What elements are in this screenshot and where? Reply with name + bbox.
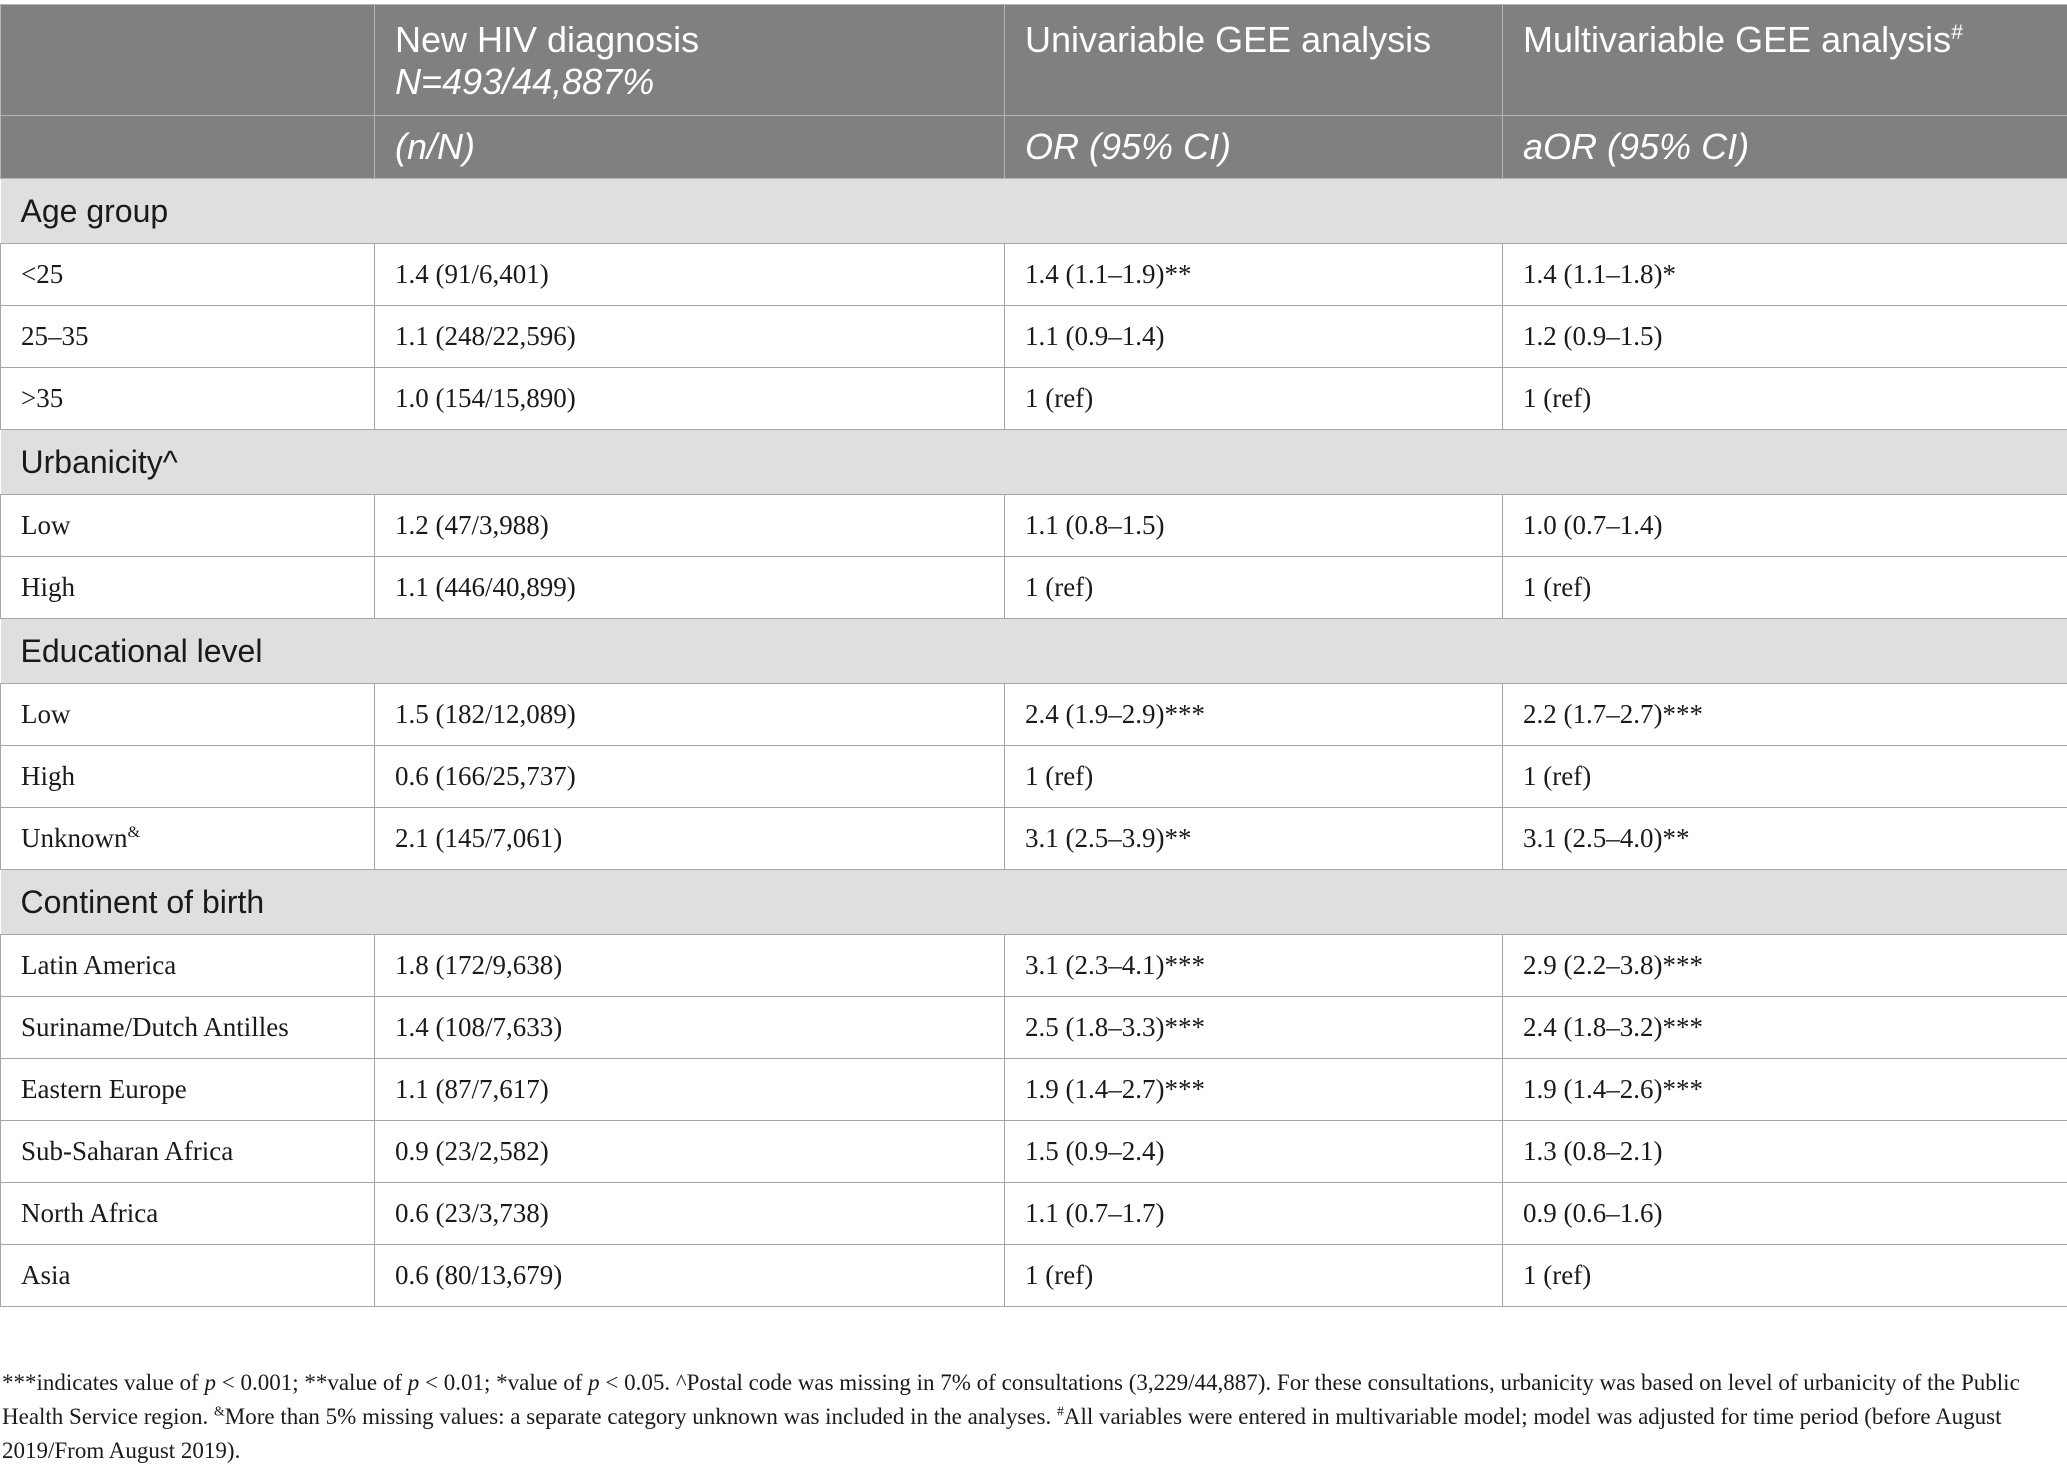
row-label: Sub-Saharan Africa xyxy=(21,1136,234,1166)
header-multivariable xyxy=(1503,5,2067,116)
table-row xyxy=(1,808,2067,870)
row-label: Unknown xyxy=(21,823,128,853)
row-label: Latin America xyxy=(21,950,177,980)
or-cell: 2.4 (1.9–2.9)*** xyxy=(1005,684,1503,746)
diagnosis-cell: 0.9 (23/2,582) xyxy=(375,1121,1005,1183)
header-empty-cell xyxy=(1,5,375,116)
or-cell: 3.1 (2.3–4.1)*** xyxy=(1005,935,1503,997)
footnote-text-5: More than 5% missing values: a separate category unknown was included in the analyses. xyxy=(224,1404,1058,1429)
table-row xyxy=(1,935,2067,997)
or-cell: 1.1 (0.8–1.5) xyxy=(1005,495,1503,557)
header-col4-title: Multivariable GEE analysis xyxy=(1523,19,1952,60)
diagnosis-cell: 1.2 (47/3,988) xyxy=(375,495,1005,557)
aor-cell: 1.2 (0.9–1.5) xyxy=(1503,306,2067,368)
table-row xyxy=(1,495,2067,557)
row-label-cell xyxy=(1,684,375,746)
table-header xyxy=(1,5,2067,179)
footnote-text-2: < 0.001; **value of xyxy=(215,1370,408,1395)
row-label-cell xyxy=(1,1183,375,1245)
or-cell: 1.9 (1.4–2.7)*** xyxy=(1005,1059,1503,1121)
row-label: Suriname/Dutch Antilles xyxy=(21,1012,289,1042)
aor-cell: 0.9 (0.6–1.6) xyxy=(1503,1183,2067,1245)
group-label: Educational level xyxy=(1,619,2067,684)
or-cell: 1 (ref) xyxy=(1005,557,1503,619)
footnote-text-4: < 0.05. ^Postal code was missing in 7% of consultations (3,229/44,887). For these consultations, urbanicity was based on level of urbanicity of the Public Health Service region. xyxy=(2,1370,2020,1429)
row-label-cell xyxy=(1,746,375,808)
diagnosis-cell: 2.1 (145/7,061) xyxy=(375,808,1005,870)
group-row xyxy=(1,870,2067,935)
row-label: Low xyxy=(21,699,71,729)
row-label: North Africa xyxy=(21,1198,159,1228)
row-label-cell xyxy=(1,1121,375,1183)
table-row xyxy=(1,244,2067,306)
header-col3-title: Univariable GEE analysis xyxy=(1025,19,1432,60)
table-body xyxy=(1,179,2067,1307)
table-row xyxy=(1,1059,2067,1121)
diagnosis-cell: 1.5 (182/12,089) xyxy=(375,684,1005,746)
table-footnote xyxy=(2,1366,2062,1468)
or-cell: 1.1 (0.9–1.4) xyxy=(1005,306,1503,368)
footnote-p-3: p xyxy=(588,1370,600,1395)
aor-cell: 1.0 (0.7–1.4) xyxy=(1503,495,2067,557)
table-row xyxy=(1,746,2067,808)
group-row xyxy=(1,179,2067,244)
or-cell: 1 (ref) xyxy=(1005,1245,1503,1307)
diagnosis-cell: 1.4 (91/6,401) xyxy=(375,244,1005,306)
footnote-text-6: All variables were entered in multivariable model; model was adjusted for time period (before August 2019/From August 2019). xyxy=(2,1404,2002,1463)
aor-cell: 2.4 (1.8–3.2)*** xyxy=(1503,997,2067,1059)
diagnosis-cell: 1.1 (248/22,596) xyxy=(375,306,1005,368)
table-row xyxy=(1,684,2067,746)
or-cell: 1.1 (0.7–1.7) xyxy=(1005,1183,1503,1245)
header-univariable xyxy=(1005,5,1503,116)
diagnosis-cell: 1.4 (108/7,633) xyxy=(375,997,1005,1059)
table-row xyxy=(1,1121,2067,1183)
or-cell: 1 (ref) xyxy=(1005,368,1503,430)
row-label-cell xyxy=(1,935,375,997)
or-cell: 1 (ref) xyxy=(1005,746,1503,808)
group-label: Urbanicity^ xyxy=(1,430,2067,495)
row-label: Asia xyxy=(21,1260,71,1290)
row-label-cell xyxy=(1,997,375,1059)
row-label-cell xyxy=(1,1059,375,1121)
header-col3-sub: OR (95% CI) xyxy=(1005,116,1503,179)
results-table-container xyxy=(0,4,2067,1307)
header-col4-sub: aOR (95% CI) xyxy=(1503,116,2067,179)
footnote-p-2: p xyxy=(407,1370,420,1395)
row-label: <25 xyxy=(21,259,64,289)
or-cell: 2.5 (1.8–3.3)*** xyxy=(1005,997,1503,1059)
diagnosis-cell: 1.0 (154/15,890) xyxy=(375,368,1005,430)
row-label-cell xyxy=(1,244,375,306)
or-cell: 1.4 (1.1–1.9)** xyxy=(1005,244,1503,306)
row-label: High xyxy=(21,761,75,791)
diagnosis-cell: 0.6 (80/13,679) xyxy=(375,1245,1005,1307)
diagnosis-cell: 1.1 (446/40,899) xyxy=(375,557,1005,619)
row-label: Eastern Europe xyxy=(21,1074,187,1104)
results-table xyxy=(0,4,2067,1307)
table-row xyxy=(1,1245,2067,1307)
table-row xyxy=(1,997,2067,1059)
row-label-cell xyxy=(1,495,375,557)
row-label: >35 xyxy=(21,383,64,413)
aor-cell: 1.4 (1.1–1.8)* xyxy=(1503,244,2067,306)
row-label-cell xyxy=(1,557,375,619)
aor-cell: 1.9 (1.4–2.6)*** xyxy=(1503,1059,2067,1121)
or-cell: 1.5 (0.9–2.4) xyxy=(1005,1121,1503,1183)
row-label-cell xyxy=(1,306,375,368)
header-col2-line1: New HIV diagnosis xyxy=(395,19,700,60)
aor-cell: 2.9 (2.2–3.8)*** xyxy=(1503,935,2067,997)
header-col4-sup: # xyxy=(1951,19,1964,44)
table-row xyxy=(1,557,2067,619)
diagnosis-cell: 0.6 (166/25,737) xyxy=(375,746,1005,808)
aor-cell: 1.3 (0.8–2.1) xyxy=(1503,1121,2067,1183)
footnote-amp-sup: & xyxy=(214,1403,225,1419)
footnote-text-3: < 0.01; *value of xyxy=(419,1370,589,1395)
aor-cell: 1 (ref) xyxy=(1503,746,2067,808)
header-col2-line2: N=493/44,887% xyxy=(395,61,655,102)
table-row xyxy=(1,306,2067,368)
or-cell: 3.1 (2.5–3.9)** xyxy=(1005,808,1503,870)
row-label: High xyxy=(21,572,75,602)
aor-cell: 1 (ref) xyxy=(1503,557,2067,619)
footnote-hash-sup: # xyxy=(1057,1403,1064,1419)
table-row xyxy=(1,1183,2067,1245)
group-label: Age group xyxy=(1,179,2067,244)
group-label: Continent of birth xyxy=(1,870,2067,935)
group-row xyxy=(1,619,2067,684)
header-col2-sub: (n/N) xyxy=(375,116,1005,179)
row-label: 25–35 xyxy=(21,321,89,351)
header-new-hiv-diagnosis xyxy=(375,5,1005,116)
row-label: Low xyxy=(21,510,71,540)
row-label-cell xyxy=(1,1245,375,1307)
aor-cell: 1 (ref) xyxy=(1503,1245,2067,1307)
diagnosis-cell: 1.8 (172/9,638) xyxy=(375,935,1005,997)
header-sub-empty-cell xyxy=(1,116,375,179)
group-row xyxy=(1,430,2067,495)
footnote-p-1: p xyxy=(204,1370,216,1395)
row-label-cell xyxy=(1,808,375,870)
aor-cell: 3.1 (2.5–4.0)** xyxy=(1503,808,2067,870)
row-label-sup: & xyxy=(127,823,141,841)
table-row xyxy=(1,368,2067,430)
diagnosis-cell: 1.1 (87/7,617) xyxy=(375,1059,1005,1121)
aor-cell: 1 (ref) xyxy=(1503,368,2067,430)
footnote-text-1: ***indicates value of xyxy=(2,1370,205,1395)
aor-cell: 2.2 (1.7–2.7)*** xyxy=(1503,684,2067,746)
diagnosis-cell: 0.6 (23/3,738) xyxy=(375,1183,1005,1245)
row-label-cell xyxy=(1,368,375,430)
